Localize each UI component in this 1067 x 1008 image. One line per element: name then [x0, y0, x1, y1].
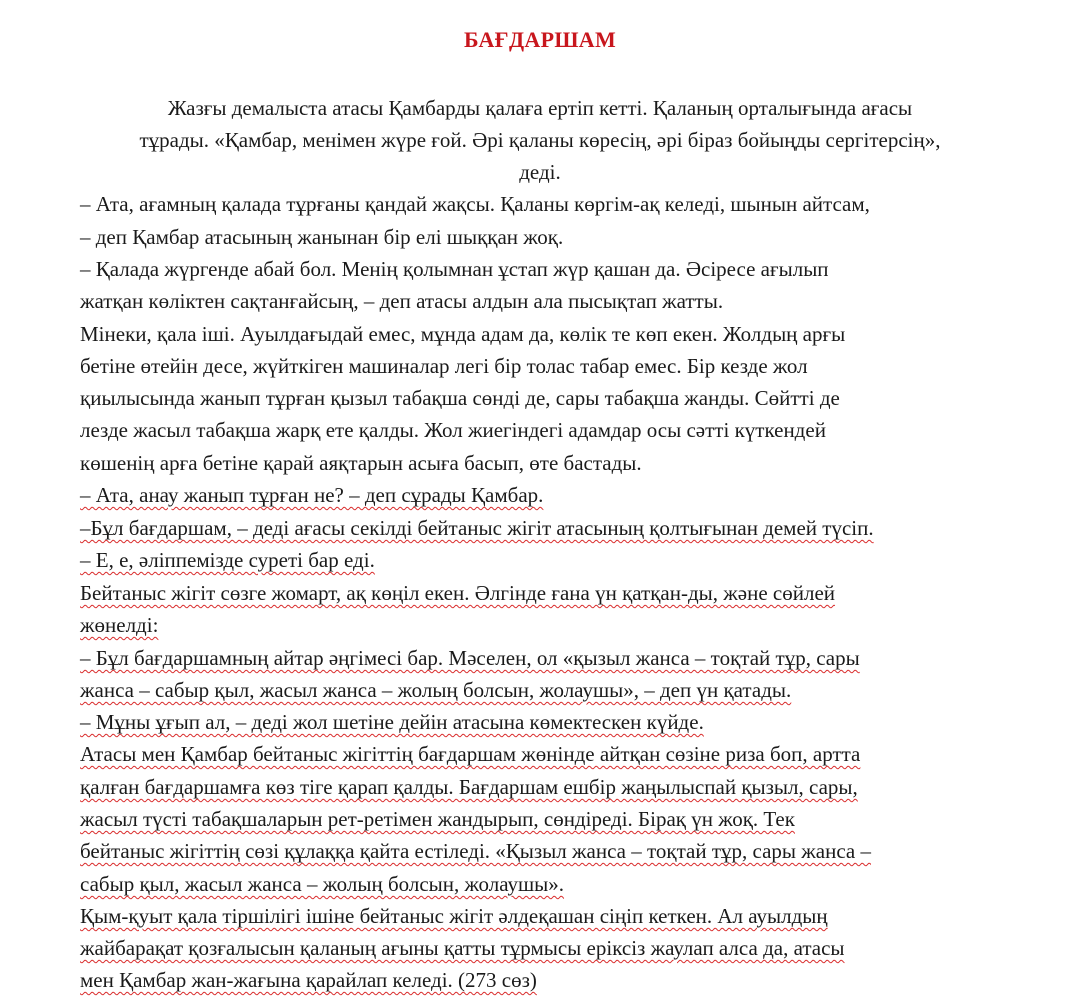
- paragraph-line: деді.: [519, 160, 561, 184]
- paragraph-line: көшенің арға бетіне қарай аяқтарын асыға басып, өте бастады.: [80, 451, 642, 475]
- paragraph-line: Атасы мен Қамбар бейтаныс жігіттің бағдаршам жөнінде айтқан сөзіне риза боп, артта: [80, 742, 861, 766]
- paragraph-line: бетіне өтейін десе, жүйткіген машиналар легі бір толас табар емес. Бір кезде жол: [80, 354, 808, 378]
- paragraph-line: жайбарақат қозғалысын қаланың ағыны қатты тұрмысы еріксіз жаулап алса да, атасы: [80, 936, 845, 960]
- paragraph-line: –Бұл бағдаршам, – деді ағасы секілді бейтаныс жігіт атасының қолтығынан демей түсіп.: [80, 516, 874, 540]
- paragraph-line: Жазғы демалыста атасы Қамбарды қалаға ертіп кетті. Қаланың орталығында ағасы: [167, 96, 913, 120]
- paragraph-line: қалған бағдаршамға көз тіге қарап қалды. Бағдаршам ешбір жаңылыспай қызыл, сары,: [80, 775, 858, 799]
- paragraph-line: – Қалада жүргенде абай бол. Менің қолымнан ұстап жүр қашан да. Әсіресе ағылып: [80, 257, 829, 281]
- document-title: БАҒДАРШАМ: [463, 27, 617, 52]
- paragraph-line: жасыл түсті табақшаларын рет-ретімен жандырып, сөндіреді. Бірақ үн жоқ. Тек: [80, 807, 795, 831]
- paragraph-line: Қым-қуыт қала тіршілігі ішіне бейтаныс жігіт әлдеқашан сіңіп кеткен. Ал ауылдың: [80, 904, 828, 928]
- paragraph-line: – Ата, ағамның қалада тұрғаны қандай жақсы. Қаланы көргім-ақ келеді, шынын айтсам,: [80, 192, 870, 216]
- paragraph-line: Бейтаныс жігіт сөзге жомарт, ақ көңіл екен. Әлгінде ғана үн қатқан-ды, және сөйлей: [80, 581, 836, 605]
- paragraph-line: – Ата, анау жанып тұрған не? – деп сұрады Қамбар.: [80, 483, 544, 507]
- paragraph-line: жанса – сабыр қыл, жасыл жанса – жолың болсын, жолаушы», – деп үн қатады.: [80, 678, 792, 702]
- paragraph-line: Мінеки, қала іші. Ауылдағыдай емес, мұнда адам да, көлік те көп екен. Жолдың арғы: [80, 322, 846, 346]
- paragraph-line: бейтаныс жігіттің сөзі құлаққа қайта естіледі. «Қызыл жанса – тоқтай тұр, сары жанса –: [80, 839, 871, 863]
- paragraph-line: тұрады. «Қамбар, менімен жүре ғой. Әрі қаланы көресің, әрі біраз бойыңды сергітерсің»,: [139, 128, 941, 152]
- paragraph-line: – Бұл бағдаршамның айтар әңгімесі бар. Мәселен, ол «қызыл жанса – тоқтай тұр, сары: [80, 646, 860, 670]
- paragraph-line: қиылысында жанып тұрған қызыл табақша сөнді де, сары табақша жанды. Сөйтті де: [80, 386, 840, 410]
- paragraph-line: лезде жасыл табақша жарқ ете қалды. Жол жиегіндегі адамдар осы сәтті күткендей: [80, 418, 826, 442]
- paragraph-line: – деп Қамбар атасының жанынан бір елі шыққан жоқ.: [80, 225, 564, 249]
- paragraph-line: мен Қамбар жан-жағына қарайлап келеді. (273 сөз): [80, 968, 537, 992]
- paragraph-line: сабыр қыл, жасыл жанса – жолың болсын, жолаушы».: [80, 872, 565, 896]
- paragraph-line: – Мұны ұғып ал, – деді жол шетіне дейін атасына көмектескен күйде.: [80, 710, 704, 734]
- paragraph-line: жөнелді:: [80, 613, 159, 637]
- paragraph-line: жатқан көліктен сақтанғайсың, – деп атасы алдын ала пысықтап жатты.: [80, 289, 724, 313]
- paragraph-line: – Е, е, әліппемізде суреті бар еді.: [80, 548, 375, 572]
